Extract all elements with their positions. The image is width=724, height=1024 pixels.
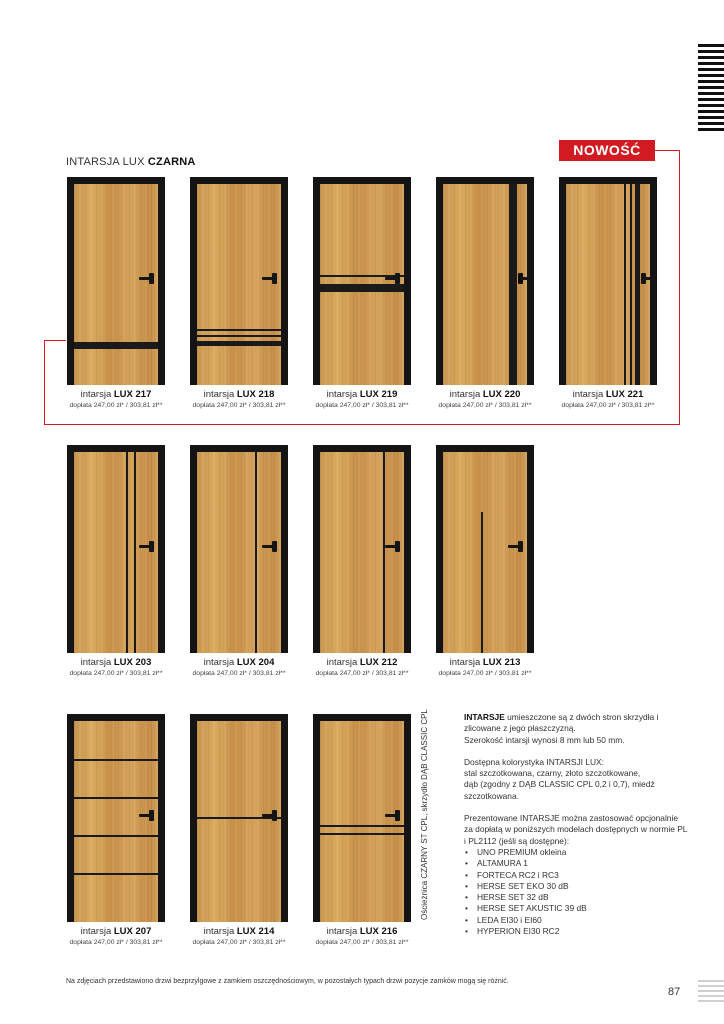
list-item: • ALTAMURA 1 — [464, 858, 688, 869]
list-item: • HERSE SET 32 dB — [464, 892, 688, 903]
decorative-stripes — [698, 44, 724, 134]
caption-lux-203: intarsja LUX 203 dopłata 247,00 zł* / 303,81 zł** — [69, 657, 163, 677]
decorative-stripes-bottom — [698, 980, 724, 1004]
section-title: INTARSJA LUX CZARNA — [66, 156, 196, 168]
new-badge: NOWOŚĆ — [559, 140, 655, 161]
door-lux-207 — [67, 714, 165, 922]
red-frame-left — [44, 340, 45, 424]
footnote: Na zdjęciach przedstawiono drzwi bezprzylgowe z zamkiem oszczędnościowym, w pozostałych typach drzwi pozycje zamków mogą się różnić. — [66, 978, 509, 985]
caption-lux-212: intarsja LUX 212 dopłata 247,00 zł* / 303,81 zł** — [315, 657, 409, 677]
caption-lux-216: intarsja LUX 216 dopłata 247,00 zł* / 303,81 zł** — [315, 926, 409, 946]
caption-lux-221: intarsja LUX 221 dopłata 247,00 zł* / 303,81 zł** — [561, 389, 655, 409]
door-lux-219 — [313, 177, 411, 385]
list-item: • HYPERION EI30 RC2 — [464, 926, 688, 937]
red-frame-top-right — [655, 150, 680, 151]
caption-lux-214: intarsja LUX 214 dopłata 247,00 zł* / 303,81 zł** — [192, 926, 286, 946]
caption-lux-207: intarsja LUX 207 dopłata 247,00 zł* / 303,81 zł** — [69, 926, 163, 946]
page-number: 87 — [668, 986, 681, 998]
door-lux-218 — [190, 177, 288, 385]
list-item: • HERSE SET AKUSTIC 39 dB — [464, 903, 688, 914]
list-item: • LEDA EI30 i EI60 — [464, 915, 688, 926]
model-list — [464, 847, 688, 937]
caption-lux-219: intarsja LUX 219 dopłata 247,00 zł* / 303,81 zł** — [315, 389, 409, 409]
caption-lux-218: intarsja LUX 218 dopłata 247,00 zł* / 303,81 zł** — [192, 389, 286, 409]
door-lux-220 — [436, 177, 534, 385]
caption-lux-213: intarsja LUX 213 dopłata 247,00 zł* / 303,81 zł** — [438, 657, 532, 677]
list-item: • FORTECA RC2 i RC3 — [464, 870, 688, 881]
door-lux-212 — [313, 445, 411, 653]
red-frame-bottom — [44, 424, 680, 425]
door-lux-221 — [559, 177, 657, 385]
red-frame-right — [679, 150, 680, 425]
caption-lux-204: intarsja LUX 204 dopłata 247,00 zł* / 303,81 zł** — [192, 657, 286, 677]
door-lux-217 — [67, 177, 165, 385]
caption-lux-217: intarsja LUX 217 dopłata 247,00 zł* / 303,81 zł** — [69, 389, 163, 409]
info-text: INTARSJE umieszczone są z dwóch stron skrzydła i zlicowane z jego płaszczyzną. Szerokość intarsji wynosi 8 mm lub 50 mm. Dostępna kolorystyka INTARSJI LUX: stal szczotkowana, czarny, złoto szczotkowane, dąb (zgodny z DĄB CLASSIC CPL 0,2 i 0,7), miedź szczotkowana. Prezentowane INTARSJE można zastosować opcjonalnie za dopłatą w poniższych modelach dostępnych w normie PL i PL2112 (jeśli są dostępne): • UNO PREMIUM okleina • ALTAMURA 1 • FORTECA RC2 i RC3 • HERSE SET EKO 30 dB • HERSE SET 32 dB • HERSE SET AKUSTIC 39 dB • LEDA EI30 i EI60 • HYPERION EI30 RC2 — [464, 712, 688, 937]
frame-leaf-note: Ościeżnica CZARNY ST CPL, skrzydło DĄB CLASSIC CPL — [420, 709, 429, 920]
door-lux-213 — [436, 445, 534, 653]
caption-lux-220: intarsja LUX 220 dopłata 247,00 zł* / 303,81 zł** — [438, 389, 532, 409]
door-lux-203 — [67, 445, 165, 653]
list-item: • UNO PREMIUM okleina — [464, 847, 688, 858]
red-frame-left-top — [44, 340, 66, 341]
door-lux-216 — [313, 714, 411, 922]
door-lux-204 — [190, 445, 288, 653]
door-lux-214 — [190, 714, 288, 922]
list-item: • HERSE SET EKO 30 dB — [464, 881, 688, 892]
